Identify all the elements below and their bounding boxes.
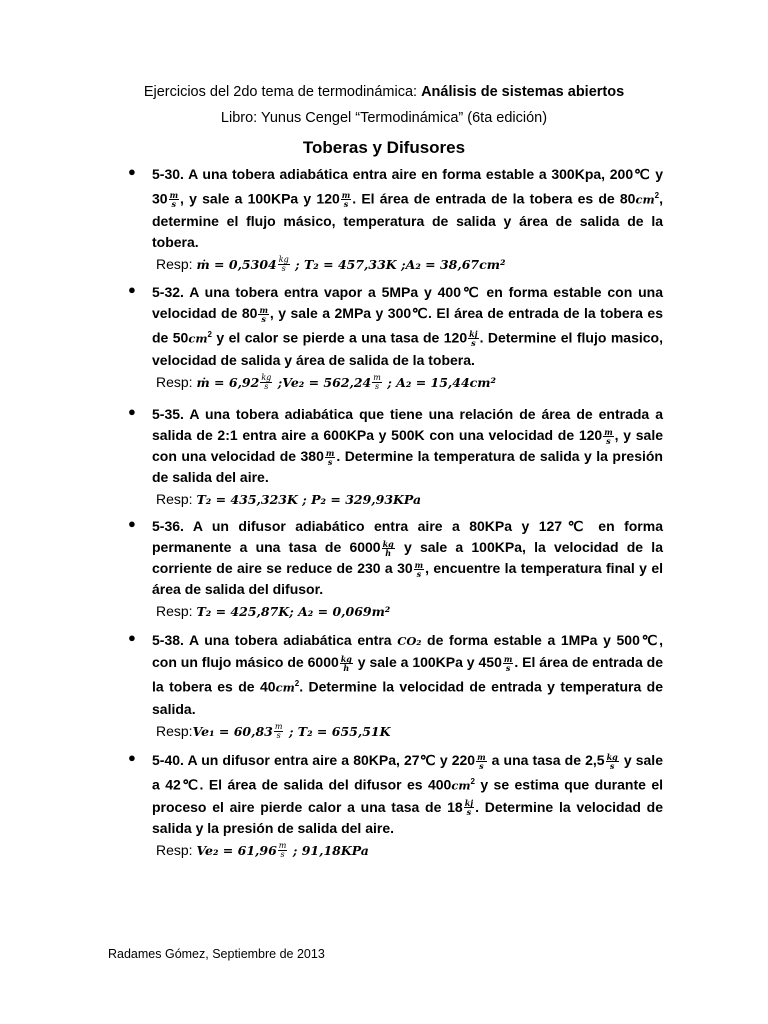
bullet-icon: ● (128, 630, 136, 645)
bullet-icon: ● (128, 404, 136, 419)
answer: Resp: T₂ = 425,87K; A₂ = 0,069m² (156, 603, 391, 619)
unit-m-per-s: $\frac{m}{s}$ (414, 559, 424, 579)
header-book: Libro: Yunus Cengel “Termodinámica” (6ta edición) (220, 110, 548, 126)
answer: Resp: ṁ = 6,92 $\frac{kg}{s}$ ;Ve₂ = 562,24 $\frac{m}{s}$ ; A₂ = 15,44cm² (156, 373, 496, 392)
problem-5-32 (118, 282, 663, 394)
unit-m-per-s: $\frac{m}{s}$ (278, 841, 287, 860)
page-title: Toberas y Difusores (302, 138, 466, 157)
unit-m-per-s: $\frac{m}{s}$ (274, 722, 283, 741)
footer-author: Radames Gómez, Septiembre de 2013 (108, 947, 325, 961)
unit-kj-per-s: $\frac{kj}{s}$ (464, 798, 474, 818)
unit-m-per-s: $\frac{m}{s}$ (325, 447, 335, 467)
problem-text: 5-36. A un difusor adiabático entra aire a 80KPa y 127℃ en forma permanente a una tasa de 6000 $\frac{kg}{h}$ y sale a 100KPa, la velocidad de la corriente de aire se reduce de 230 a 30 $\frac{m}{s}$ , encuentre la temperatura final y el área de salida del difusor. (152, 518, 663, 597)
unit-kg-per-s: $\frac{kg}{s}$ (278, 255, 289, 274)
unit-kg-per-h: $\frac{kg}{h}$ (340, 653, 352, 673)
problem-5-36 (118, 516, 663, 623)
answer: Resp: Ve₂ = 61,96 $\frac{m}{s}$ ; 91,18KPa (156, 841, 369, 860)
unit-m-per-s: $\frac{m}{s}$ (604, 426, 613, 446)
unit-m-per-s: $\frac{m}{s}$ (477, 751, 486, 771)
unit-m-per-s: $\frac{m}{s}$ (503, 653, 513, 673)
bullet-icon: ● (128, 516, 136, 531)
unit-m-per-s: $\frac{m}{s}$ (259, 304, 268, 324)
problem-5-35 (118, 404, 663, 511)
problem-5-38 (118, 630, 663, 743)
answer: Resp: T₂ = 435,323K ; P₂ = 329,93KPa (156, 491, 422, 507)
unit-kj-per-s: $\frac{kj}{s}$ (469, 329, 478, 349)
problem-text: 5-38. A una tobera adiabática entra CO₂ de forma estable a 1MPa y 500℃, con un flujo másico de 6000 $\frac{kg}{h}$ y sale a 100KPa y 450 $\frac{m}{s}$ . El área de entrada de la tobera es de $40cm^2$. Determine la velocidad de entrada y temperatura de salida. (152, 632, 663, 717)
answer: Resp:Ve₁ = 60,83 $\frac{m}{s}$ ; T₂ = 655,51K (156, 722, 391, 741)
problem-text: 5-32. A una tobera entra vapor a 5MPa y 400℃ en forma estable con una velocidad de 80 $\frac{m}{s}$ , y sale a 2MPa y 300℃. El área de entrada de la tobera es de $50cm^2$ y el calor se pierde a una tasa de 120 $\frac{kj}{s}$ . Determine el flujo masico, velocidad de salida y área de salida de la tobera. (152, 284, 663, 368)
problem-5-30 (118, 164, 663, 276)
problem-text: 5-40. A un difusor entra aire a 80KPa, 27℃ y 220 $\frac{m}{s}$ a una tasa de 2,5 $\frac{kg}{s}$ y sale a 42℃. El área de salida del difusor es $400cm^2$ y se estima que durante el proceso el aire pierde calor a una tasa de 18 $\frac{kj}{s}$ . Determine la velocidad de salida y la presión de salida del aire. (152, 751, 663, 836)
problem-5-40 (118, 750, 663, 862)
unit-kg-per-s: $\frac{kg}{s}$ (606, 751, 618, 771)
unit-m-per-s: $\frac{m}{s}$ (169, 190, 179, 210)
bullet-icon: ● (128, 164, 136, 179)
problem-text: 5-35. A una tobera adiabática que tiene una relación de área de entrada a salida de 2:1 entra aire a 600KPa y 500K con una velocidad de 120 $\frac{m}{s}$ , y sale con una velocidad de 380 $\frac{m}{s}$ . Determine la temperatura de salida y la presión de salida del aire. (152, 406, 663, 485)
unit-m-per-s: $\frac{m}{s}$ (373, 373, 381, 392)
bullet-icon: ● (128, 750, 136, 765)
unit-m-per-s: $\frac{m}{s}$ (341, 190, 351, 210)
bullet-icon: ● (128, 282, 136, 297)
problem-text: 5-30. A una tobera adiabática entra aire en forma estable a 300Kpa, 200℃ y 30 $\frac{m}{s}$ , y sale a 100KPa y 120 $\frac{m}{s}$ . El área de entrada de la tobera es de $80cm^2$, determine el flujo másico, temperatura de salida y área de salida de la tobera. (152, 166, 663, 250)
unit-kg-per-h: $\frac{kg}{h}$ (382, 538, 394, 558)
header-prefix: Ejercicios del 2do tema de termodinámica: (143, 84, 422, 100)
answer: Resp: ṁ = 0,5304 $\frac{kg}{s}$ ; T₂ = 457,33K ;A₂ = 38,67cm² (156, 255, 506, 274)
header-line-1 (0, 84, 768, 100)
unit-kg-per-s: $\frac{kg}{s}$ (261, 373, 272, 392)
header-topic: Análisis de sistemas abiertos (421, 84, 625, 100)
